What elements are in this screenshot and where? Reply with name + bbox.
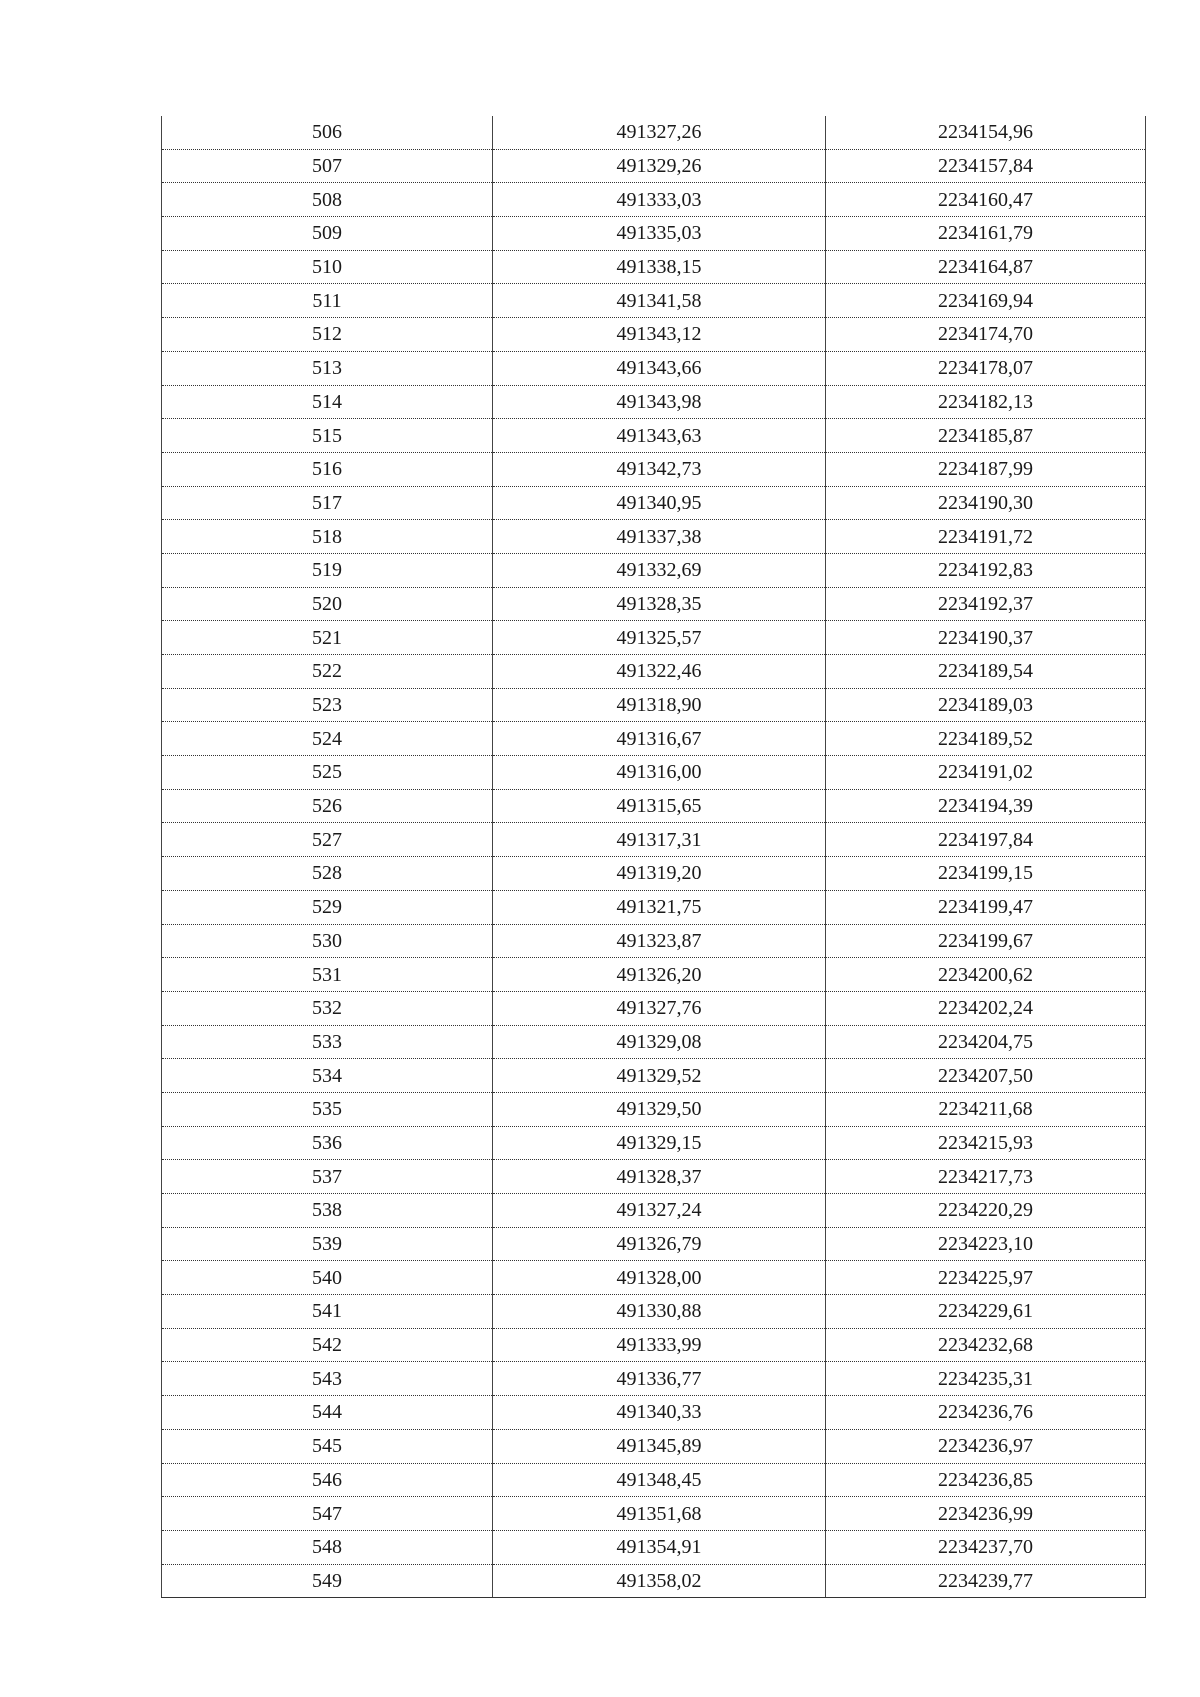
x-coordinate-cell: 491332,69	[493, 553, 826, 587]
y-coordinate-cell: 2234189,54	[826, 655, 1146, 689]
y-coordinate-cell: 2234211,68	[826, 1092, 1146, 1126]
y-coordinate-cell: 2234235,31	[826, 1362, 1146, 1396]
x-coordinate-cell: 491343,12	[493, 318, 826, 352]
point-number-cell: 540	[162, 1261, 493, 1295]
point-number-cell: 518	[162, 520, 493, 554]
table-row	[162, 1564, 1146, 1598]
table-row	[162, 1092, 1146, 1126]
x-coordinate-cell: 491333,03	[493, 183, 826, 217]
x-coordinate-cell: 491327,26	[493, 116, 826, 149]
point-number-cell: 516	[162, 452, 493, 486]
table-row	[162, 1025, 1146, 1059]
y-coordinate-cell: 2234191,02	[826, 756, 1146, 790]
point-number-cell: 545	[162, 1429, 493, 1463]
point-number-cell: 515	[162, 419, 493, 453]
point-number-cell: 542	[162, 1328, 493, 1362]
table-row	[162, 688, 1146, 722]
y-coordinate-cell: 2234161,79	[826, 217, 1146, 251]
y-coordinate-cell: 2234190,37	[826, 621, 1146, 655]
y-coordinate-cell: 2234207,50	[826, 1059, 1146, 1093]
point-number-cell: 509	[162, 217, 493, 251]
point-number-cell: 532	[162, 991, 493, 1025]
point-number-cell: 526	[162, 789, 493, 823]
point-number-cell: 547	[162, 1497, 493, 1531]
point-number-cell: 549	[162, 1564, 493, 1598]
x-coordinate-cell: 491315,65	[493, 789, 826, 823]
point-number-cell: 548	[162, 1530, 493, 1564]
point-number-cell: 528	[162, 857, 493, 891]
x-coordinate-cell: 491330,88	[493, 1295, 826, 1329]
y-coordinate-cell: 2234229,61	[826, 1295, 1146, 1329]
x-coordinate-cell: 491317,31	[493, 823, 826, 857]
point-number-cell: 527	[162, 823, 493, 857]
y-coordinate-cell: 2234199,47	[826, 890, 1146, 924]
x-coordinate-cell: 491345,89	[493, 1429, 826, 1463]
x-coordinate-cell: 491335,03	[493, 217, 826, 251]
table-row	[162, 1497, 1146, 1531]
table-row	[162, 318, 1146, 352]
y-coordinate-cell: 2234182,13	[826, 385, 1146, 419]
x-coordinate-cell: 491341,58	[493, 284, 826, 318]
table-row	[162, 756, 1146, 790]
y-coordinate-cell: 2234236,85	[826, 1463, 1146, 1497]
y-coordinate-cell: 2234194,39	[826, 789, 1146, 823]
point-number-cell: 512	[162, 318, 493, 352]
table-row	[162, 1328, 1146, 1362]
x-coordinate-cell: 491329,26	[493, 149, 826, 183]
x-coordinate-cell: 491351,68	[493, 1497, 826, 1531]
table-row	[162, 991, 1146, 1025]
y-coordinate-cell: 2234204,75	[826, 1025, 1146, 1059]
y-coordinate-cell: 2234174,70	[826, 318, 1146, 352]
point-number-cell: 535	[162, 1092, 493, 1126]
y-coordinate-cell: 2234239,77	[826, 1564, 1146, 1598]
table-row	[162, 1194, 1146, 1228]
table-row	[162, 958, 1146, 992]
y-coordinate-cell: 2234187,99	[826, 452, 1146, 486]
y-coordinate-cell: 2234236,76	[826, 1396, 1146, 1430]
point-number-cell: 513	[162, 351, 493, 385]
x-coordinate-cell: 491348,45	[493, 1463, 826, 1497]
x-coordinate-cell: 491327,76	[493, 991, 826, 1025]
y-coordinate-cell: 2234199,67	[826, 924, 1146, 958]
table-row	[162, 419, 1146, 453]
table-row	[162, 183, 1146, 217]
table-row	[162, 351, 1146, 385]
table-row	[162, 1295, 1146, 1329]
table-row	[162, 1126, 1146, 1160]
y-coordinate-cell: 2234192,83	[826, 553, 1146, 587]
point-number-cell: 525	[162, 756, 493, 790]
y-coordinate-cell: 2234236,97	[826, 1429, 1146, 1463]
y-coordinate-cell: 2234232,68	[826, 1328, 1146, 1362]
table-row	[162, 722, 1146, 756]
table-row	[162, 1227, 1146, 1261]
y-coordinate-cell: 2234200,62	[826, 958, 1146, 992]
point-number-cell: 543	[162, 1362, 493, 1396]
table-row	[162, 1396, 1146, 1430]
table-row	[162, 587, 1146, 621]
point-number-cell: 523	[162, 688, 493, 722]
point-number-cell: 506	[162, 116, 493, 149]
x-coordinate-cell: 491338,15	[493, 250, 826, 284]
point-number-cell: 514	[162, 385, 493, 419]
point-number-cell: 529	[162, 890, 493, 924]
table-row	[162, 924, 1146, 958]
x-coordinate-cell: 491337,38	[493, 520, 826, 554]
y-coordinate-cell: 2234197,84	[826, 823, 1146, 857]
y-coordinate-cell: 2234220,29	[826, 1194, 1146, 1228]
table-row	[162, 1362, 1146, 1396]
point-number-cell: 519	[162, 553, 493, 587]
table-row	[162, 217, 1146, 251]
table-row	[162, 553, 1146, 587]
y-coordinate-cell: 2234157,84	[826, 149, 1146, 183]
point-number-cell: 536	[162, 1126, 493, 1160]
x-coordinate-cell: 491325,57	[493, 621, 826, 655]
x-coordinate-cell: 491329,15	[493, 1126, 826, 1160]
table-row	[162, 1261, 1146, 1295]
point-number-cell: 530	[162, 924, 493, 958]
y-coordinate-cell: 2234217,73	[826, 1160, 1146, 1194]
x-coordinate-cell: 491328,35	[493, 587, 826, 621]
point-number-cell: 531	[162, 958, 493, 992]
table-row	[162, 116, 1146, 149]
x-coordinate-cell: 491329,50	[493, 1092, 826, 1126]
table-row	[162, 857, 1146, 891]
y-coordinate-cell: 2234192,37	[826, 587, 1146, 621]
x-coordinate-cell: 491340,95	[493, 486, 826, 520]
table-row	[162, 1530, 1146, 1564]
y-coordinate-cell: 2234185,87	[826, 419, 1146, 453]
point-number-cell: 522	[162, 655, 493, 689]
point-number-cell: 537	[162, 1160, 493, 1194]
x-coordinate-cell: 491333,99	[493, 1328, 826, 1362]
table-row	[162, 621, 1146, 655]
coordinates-table-body	[162, 116, 1146, 1598]
y-coordinate-cell: 2234190,30	[826, 486, 1146, 520]
table-row	[162, 1160, 1146, 1194]
y-coordinate-cell: 2234202,24	[826, 991, 1146, 1025]
y-coordinate-cell: 2234225,97	[826, 1261, 1146, 1295]
table-row	[162, 250, 1146, 284]
x-coordinate-cell: 491343,63	[493, 419, 826, 453]
table-row	[162, 520, 1146, 554]
x-coordinate-cell: 491329,08	[493, 1025, 826, 1059]
point-number-cell: 507	[162, 149, 493, 183]
table-row	[162, 1463, 1146, 1497]
x-coordinate-cell: 491354,91	[493, 1530, 826, 1564]
x-coordinate-cell: 491319,20	[493, 857, 826, 891]
point-number-cell: 510	[162, 250, 493, 284]
y-coordinate-cell: 2234189,03	[826, 688, 1146, 722]
x-coordinate-cell: 491329,52	[493, 1059, 826, 1093]
point-number-cell: 544	[162, 1396, 493, 1430]
point-number-cell: 521	[162, 621, 493, 655]
point-number-cell: 508	[162, 183, 493, 217]
x-coordinate-cell: 491327,24	[493, 1194, 826, 1228]
y-coordinate-cell: 2234160,47	[826, 183, 1146, 217]
point-number-cell: 520	[162, 587, 493, 621]
table-row	[162, 486, 1146, 520]
x-coordinate-cell: 491322,46	[493, 655, 826, 689]
y-coordinate-cell: 2234169,94	[826, 284, 1146, 318]
point-number-cell: 533	[162, 1025, 493, 1059]
point-number-cell: 534	[162, 1059, 493, 1093]
x-coordinate-cell: 491328,00	[493, 1261, 826, 1295]
table-row	[162, 655, 1146, 689]
point-number-cell: 541	[162, 1295, 493, 1329]
table-row	[162, 385, 1146, 419]
x-coordinate-cell: 491318,90	[493, 688, 826, 722]
table-row	[162, 823, 1146, 857]
y-coordinate-cell: 2234178,07	[826, 351, 1146, 385]
y-coordinate-cell: 2234236,99	[826, 1497, 1146, 1531]
table-row	[162, 1429, 1146, 1463]
table-row	[162, 149, 1146, 183]
y-coordinate-cell: 2234189,52	[826, 722, 1146, 756]
x-coordinate-cell: 491336,77	[493, 1362, 826, 1396]
y-coordinate-cell: 2234199,15	[826, 857, 1146, 891]
y-coordinate-cell: 2234223,10	[826, 1227, 1146, 1261]
x-coordinate-cell: 491340,33	[493, 1396, 826, 1430]
x-coordinate-cell: 491323,87	[493, 924, 826, 958]
point-number-cell: 539	[162, 1227, 493, 1261]
x-coordinate-cell: 491328,37	[493, 1160, 826, 1194]
table-row	[162, 284, 1146, 318]
x-coordinate-cell: 491326,79	[493, 1227, 826, 1261]
table-row	[162, 452, 1146, 486]
point-number-cell: 524	[162, 722, 493, 756]
x-coordinate-cell: 491342,73	[493, 452, 826, 486]
coordinates-table	[161, 116, 1146, 1598]
table-row	[162, 789, 1146, 823]
x-coordinate-cell: 491343,98	[493, 385, 826, 419]
x-coordinate-cell: 491343,66	[493, 351, 826, 385]
point-number-cell: 511	[162, 284, 493, 318]
y-coordinate-cell: 2234215,93	[826, 1126, 1146, 1160]
x-coordinate-cell: 491321,75	[493, 890, 826, 924]
x-coordinate-cell: 491326,20	[493, 958, 826, 992]
x-coordinate-cell: 491316,00	[493, 756, 826, 790]
y-coordinate-cell: 2234237,70	[826, 1530, 1146, 1564]
point-number-cell: 546	[162, 1463, 493, 1497]
y-coordinate-cell: 2234191,72	[826, 520, 1146, 554]
y-coordinate-cell: 2234164,87	[826, 250, 1146, 284]
point-number-cell: 538	[162, 1194, 493, 1228]
y-coordinate-cell: 2234154,96	[826, 116, 1146, 149]
x-coordinate-cell: 491358,02	[493, 1564, 826, 1598]
x-coordinate-cell: 491316,67	[493, 722, 826, 756]
table-row	[162, 1059, 1146, 1093]
point-number-cell: 517	[162, 486, 493, 520]
table-row	[162, 890, 1146, 924]
